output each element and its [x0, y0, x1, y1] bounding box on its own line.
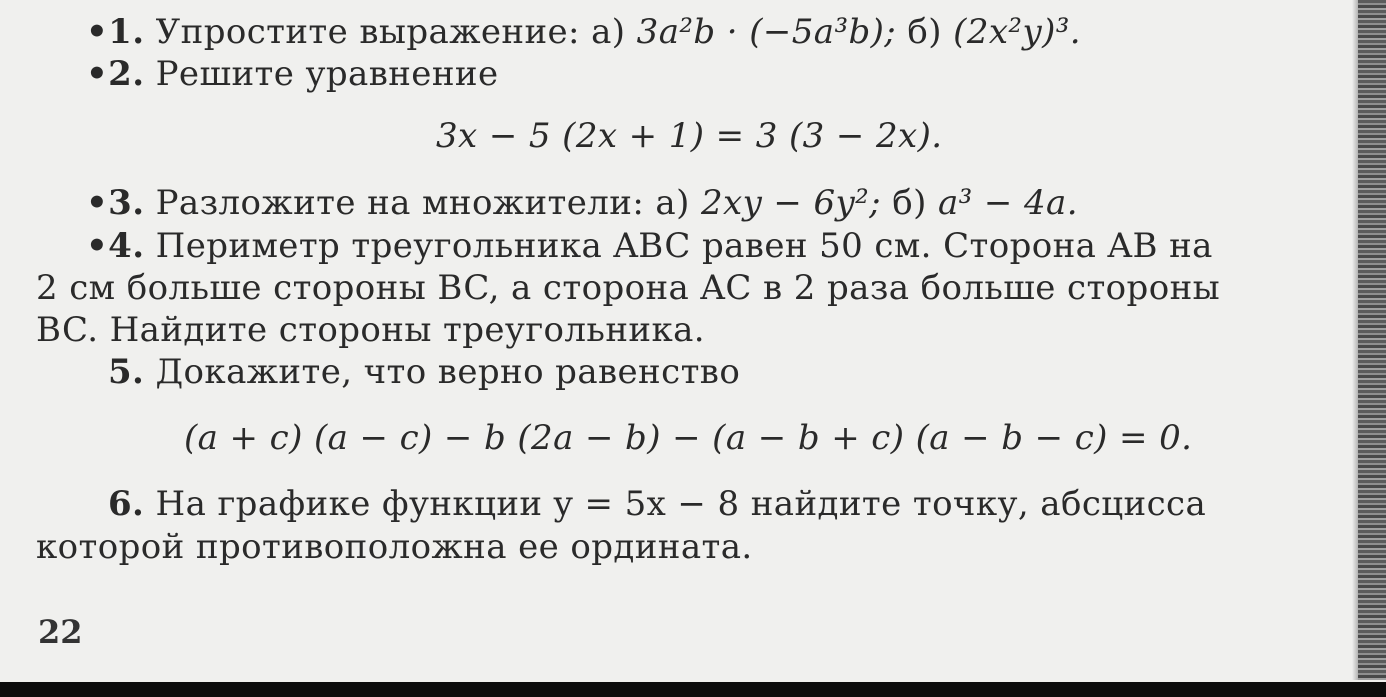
equation-5: (a + c) (a − c) − b (2a − b) − (a − b + c) (a − b − c) = 0. — [184, 418, 1193, 458]
math-expression: (2x²y)³. — [953, 12, 1081, 52]
problem-number: 5. — [108, 352, 145, 392]
problem-text: На графике функции y = 5x − 8 найдите точку, абсцисса — [155, 484, 1207, 524]
subitem-label: б) — [892, 183, 927, 223]
bullet: • — [86, 226, 109, 266]
bullet: • — [86, 183, 109, 223]
problem-text: Решите уравнение — [155, 54, 499, 94]
problem-number: 4. — [108, 226, 145, 266]
problem-1 — [86, 12, 1081, 52]
problem-4-line-2: 2 см больше стороны BC, а сторона AC в 2 раза больше стороны — [36, 268, 1221, 308]
problem-6-line-1 — [108, 484, 1206, 524]
problem-2 — [86, 54, 498, 94]
problem-number: 6. — [108, 484, 145, 524]
problem-5 — [108, 352, 740, 392]
problem-text: Упростите выражение: а) — [155, 12, 626, 52]
math-expression: 3a²b · (−5a³b); — [636, 12, 897, 52]
bullet: • — [86, 54, 109, 94]
math-expression: 2xy − 6y²; — [700, 183, 882, 223]
problem-number: 1. — [108, 12, 145, 52]
problem-text: Докажите, что верно равенство — [155, 352, 741, 392]
problem-number: 2. — [108, 54, 145, 94]
problem-4-line-3: BC. Найдите стороны треугольника. — [36, 310, 705, 350]
bullet: • — [86, 12, 109, 52]
problem-text: Разложите на множители: а) — [155, 183, 690, 223]
math-expression: a³ − 4a. — [938, 183, 1078, 223]
problem-number: 3. — [108, 183, 145, 223]
page-number: 22 — [38, 613, 83, 651]
problem-3 — [86, 183, 1078, 223]
problem-4-line-1 — [86, 226, 1213, 266]
problem-text: Периметр треугольника ABC равен 50 см. Сторона AB на — [155, 226, 1213, 266]
scan-border — [0, 682, 1386, 697]
problem-6-line-2: которой противоположна ее ордината. — [36, 527, 753, 567]
book-binding — [1358, 0, 1386, 680]
equation-2: 3x − 5 (2x + 1) = 3 (3 − 2x). — [436, 116, 943, 156]
subitem-label: б) — [907, 12, 942, 52]
